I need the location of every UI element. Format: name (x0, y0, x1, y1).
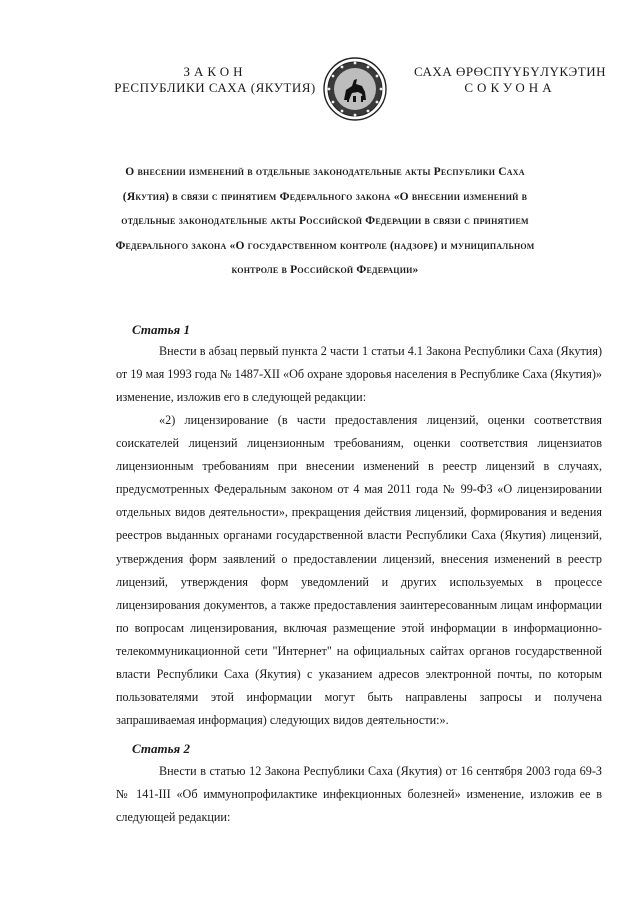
law-title: О внесении изменений в отдельные законодательные акты Республики Саха (Якутия) в связи с принятием Федерального закона «О внесении изменений в отдельные законодательные акты Российской Федерации в связи с принятием Федерального закона «О государственном контроле (надзоре) и муниципальном контроле в Российской Федерации» (115, 166, 535, 276)
article-1-paragraph-2: «2) лицензирование (в части предоставления лицензий, оценки соответствия соискателей лицензий лицензионным требованиям, оценки соответствия лицензиатов лицензионным требованиям при внесении изменений в реестр лицензий в случаях, предусмотренных Федеральным законом от 4 мая 2011 года № 99-ФЗ «О лицензировании отдельных видов деятельности», прекращения действия лицензий, формирования и ведения реестров выданных органами государственной власти Республики Саха (Якутия) лицензий, утверждения форм заявлений о предоставлении лицензий, внесения изменений в реестр лицензий, утверждения форм уведомлений и других используемых в процессе лицензирования документов, а также предоставления заинтересованным лицам информации по вопросам лицензирования, включая размещение этой информации в информационно-телекоммуникационной сети "Интернет" на официальных сайтах органов государственной власти Республики Саха (Якутия) с указанием адресов электронной почты, по которым пользователями этой информации могут быть направлены запросы и получена запрашиваемая информация) следующих видов деятельности:». (116, 413, 602, 728)
article-2-heading: Статья 2 (132, 741, 190, 756)
header-right-block (400, 64, 620, 96)
header-left-line1: ЗАКОН (183, 64, 247, 79)
article-1-paragraph-1: Внести в абзац первый пункта 2 части 1 статьи 4.1 Закона Республики Саха (Якутия) от 19 мая 1993 года № 1487-XII «Об охране здоровья населения в Республике Саха (Якутия)» изменение, изложив его в следующей редакции: (116, 344, 602, 405)
header-left-block (100, 64, 330, 96)
article-1-heading: Статья 1 (132, 322, 190, 337)
header-right-line1: САХА ӨРӨСПҮҮБҮЛҮКЭТИН (414, 64, 606, 79)
coat-of-arms-emblem-icon (322, 56, 388, 122)
article-2-paragraph-1: Внести в статью 12 Закона Республики Саха (Якутия) от 16 сентября 2003 года 69-З № 141-III «Об иммунопрофилактике инфекционных болезней» изменение, изложив ее в следующей редакции: (116, 764, 602, 825)
header-left-line2: РЕСПУБЛИКИ САХА (ЯКУТИЯ) (114, 80, 316, 95)
header-right-line2: СОКУОНА (464, 80, 556, 95)
